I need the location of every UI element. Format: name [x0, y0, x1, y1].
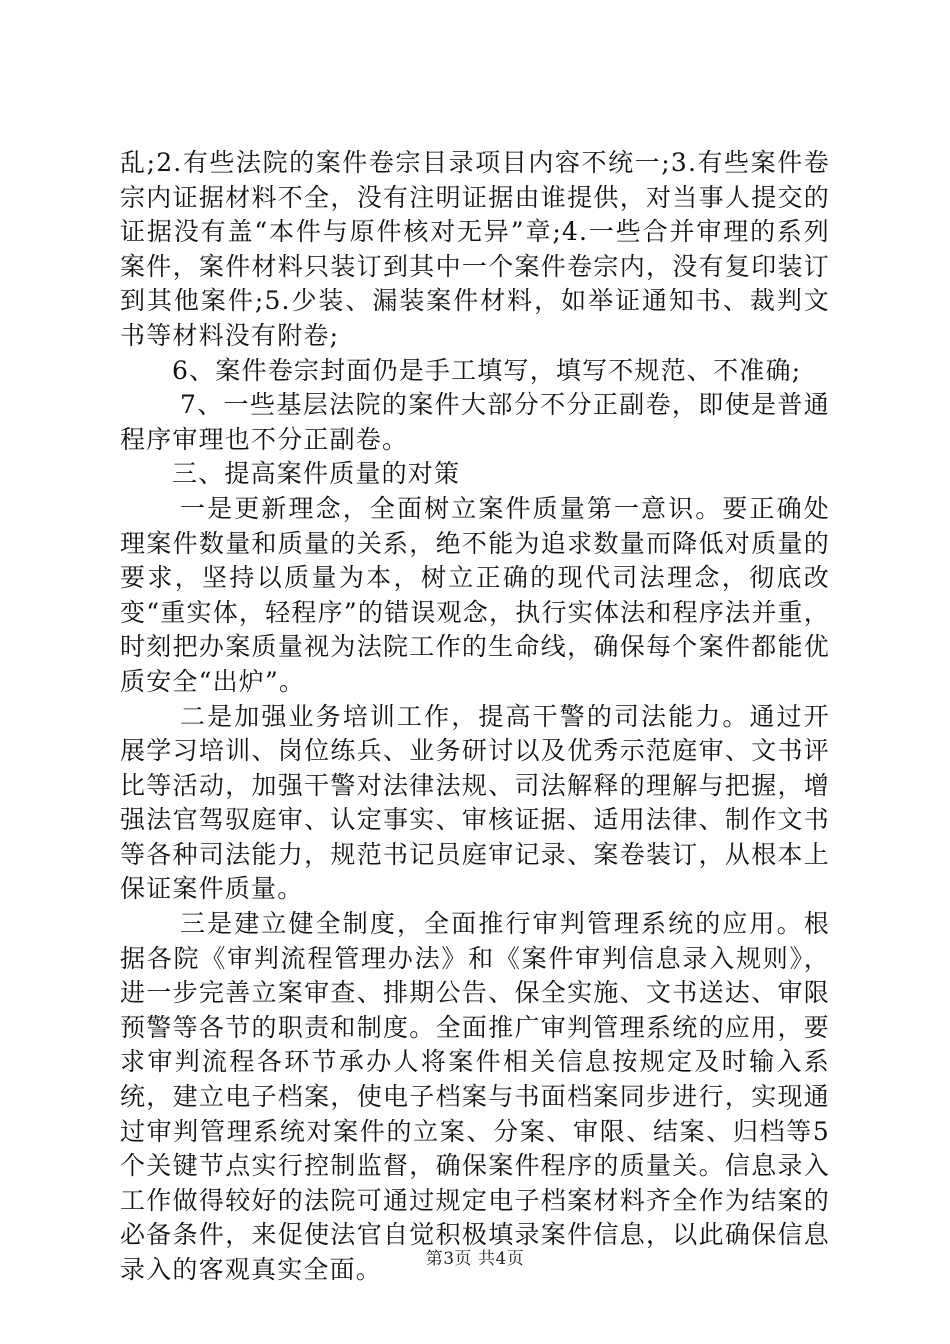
document-body — [120, 146, 830, 1288]
paragraph-measure-1: 一是更新理念，全面树立案件质量第一意识。要正确处理案件数量和质量的关系，绝不能为追求数量而降低对质量的要求，坚持以质量为本，树立正确的现代司法理念，彻底改变“重实体，轻程序”的错误观念，执行实体法和程序法并重，时刻把办案质量视为法院工作的生命线，确保每个案件都能优质安全“出炉”。 — [120, 493, 830, 696]
paragraph-item-7: 7、一些基层法院的案件大部分不分正副卷，即使是普通程序审理也不分正副卷。 — [120, 390, 830, 454]
page-footer: 第3页 共4页 — [425, 1249, 525, 1269]
paragraph-measure-3: 三是建立健全制度，全面推行审判管理系统的应用。根据各院《审判流程管理办法》和《案件审判信息录入规则》，进一步完善立案审查、排期公告、保全实施、文书送达、审限预警等各节的职责和制度。全面推广审判管理系统的应用，要求审判流程各环节承办人将案件相关信息按规定及时输入系统，建立电子档案，使电子档案与书面档案同步进行，实现通过审判管理系统对案件的立案、分案、审限、结案、归档等5个关键节点实行控制监督，确保案件程序的质量关。信息录入工作做得较好的法院可通过规定电子档案材料齐全作为结案的必备条件，来促使法官自觉积极填录案件信息，以此确保信息录入的客观真实全面。 — [120, 909, 830, 1284]
paragraph-item-6: 6、案件卷宗封面仍是手工填写，填写不规范、不准确; — [172, 355, 802, 385]
section-heading: 三、提高案件质量的对策 — [172, 459, 461, 489]
paragraph-continuation: 乱;2.有些法院的案件卷宗目录项目内容不统一;3.有些案件卷宗内证据材料不全，没有注明证据由谁提供，对当事人提交的证据没有盖“本件与原件核对无异”章;4.一些合并审理的系列案件，案件材料只装订到其中一个案件卷宗内，没有复印装订到其他案件;5.少装、漏装案件材料，如举证通知书、裁判文书等材料没有附卷; — [120, 148, 830, 350]
paragraph-measure-2: 二是加强业务培训工作，提高干警的司法能力。通过开展学习培训、岗位练兵、业务研讨以及优秀示范庭审、文书评比等活动，加强干警对法律法规、司法解释的理解与把握，增强法官驾驭庭审、认定事实、审核证据、适用法律、制作文书等各种司法能力，规范书记员庭审记录、案卷装订，从根本上保证案件质量。 — [120, 701, 830, 904]
